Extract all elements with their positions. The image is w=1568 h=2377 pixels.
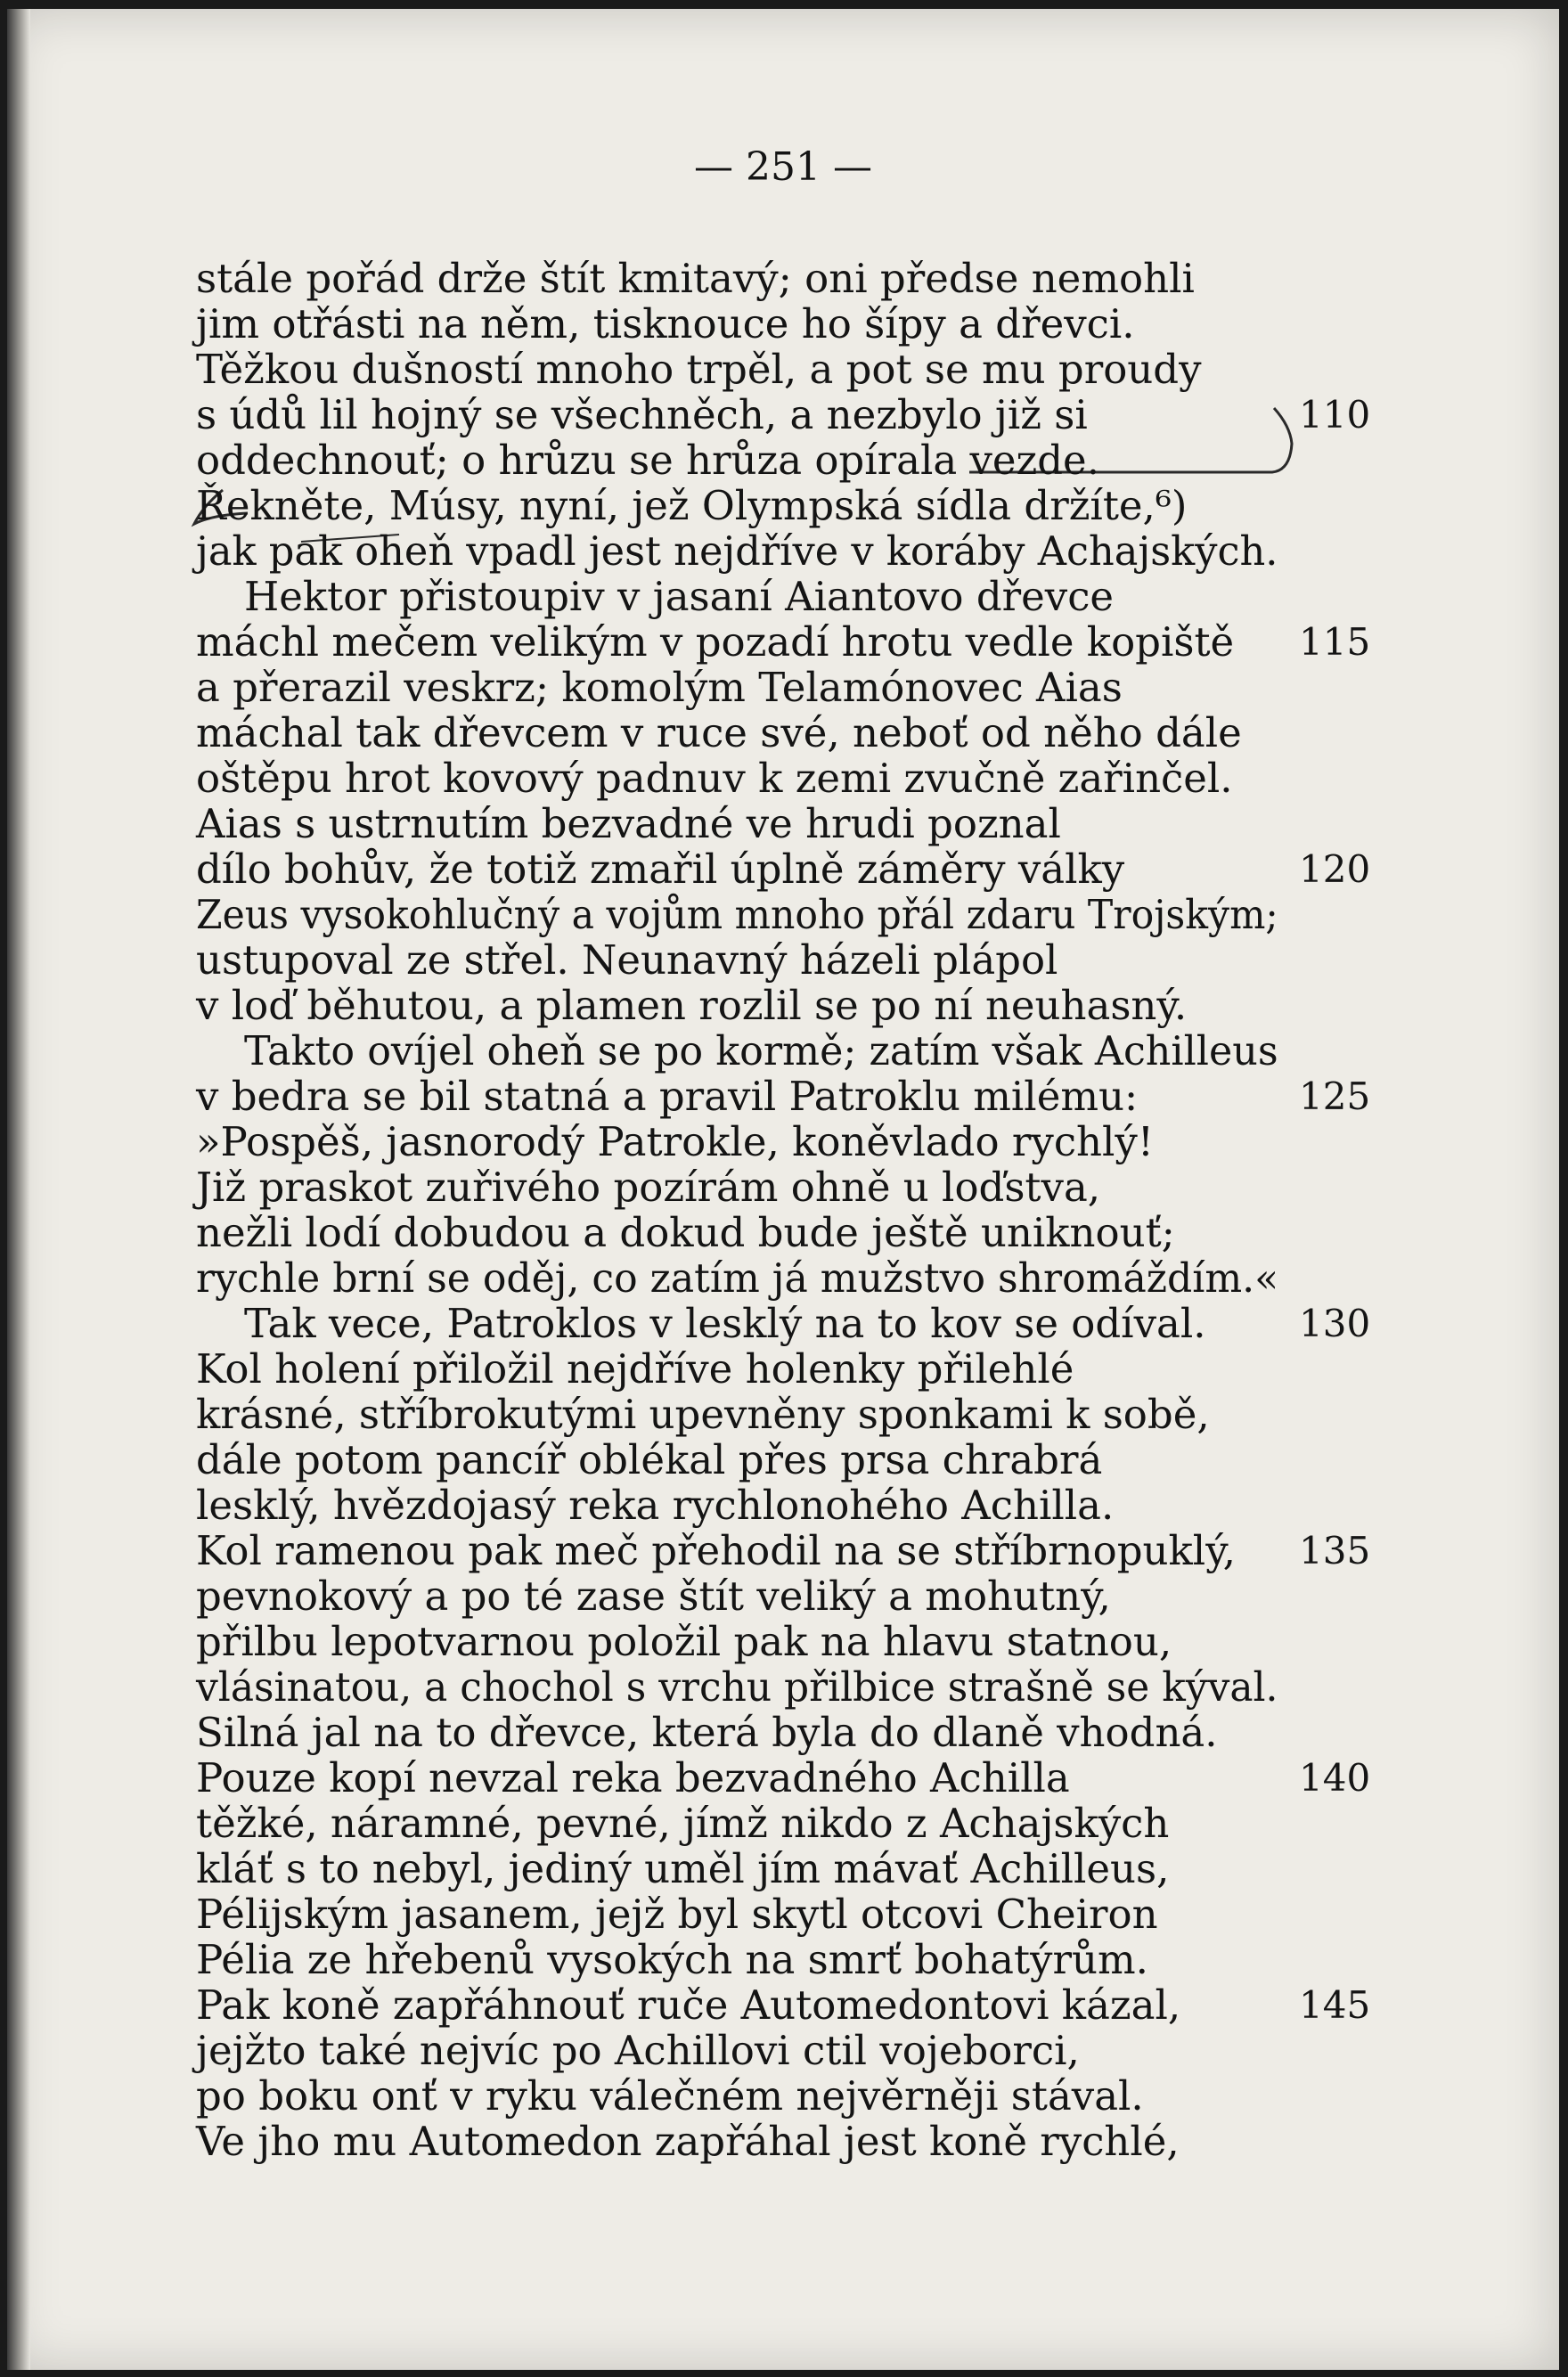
verse-line: Řekněte, Músy, nyní, jež Olympská sídla držíte,⁶) <box>196 482 1188 529</box>
verse-line: Pak koně zapřáhnouť ruče Automedontovi kázal, <box>196 1981 1181 2029</box>
verse-line: Zeus vysokohlučný a vojům mnoho přál zdaru Trojským; <box>196 891 1278 938</box>
verse-line: krásné, stříbrokutými upevněny sponkami k sobě, <box>196 1391 1210 1438</box>
verse-line-number: 115 <box>1299 620 1371 664</box>
verse-line: Těžkou dušností mnoho trpěl, a pot se mu proudy <box>196 346 1202 393</box>
verse-line-number: 130 <box>1299 1302 1371 1345</box>
verse-line: máchl mečem velikým v pozadí hrotu vedle kopiště <box>196 618 1235 666</box>
verse-line: Pouze kopí nevzal reka bezvadného Achilla <box>196 1754 1070 1801</box>
verse-line: lesklý, hvězdojasý reka rychlonohého Achilla. <box>196 1482 1115 1529</box>
verse-line: Kol holení přiložil nejdříve holenky přilehlé <box>196 1345 1074 1393</box>
verse-line-number: 120 <box>1299 847 1371 891</box>
verse-line: máchal tak dřevcem v ruce své, neboť od něho dále <box>196 709 1242 756</box>
verse-line: jim otřásti na něm, tisknouce ho šípy a dřevci. <box>196 300 1135 347</box>
verse-line: s údů lil hojný se všechněch, a nezbylo již si <box>196 391 1088 438</box>
verse-line: Ve jho mu Automedon zapřáhal jest koně rychlé, <box>196 2118 1180 2165</box>
verse-line: jejžto také nejvíc po Achillovi ctil vojeborci, <box>196 2027 1080 2074</box>
verse-line: Hektor přistoupiv v jasaní Aiantovo dřevce <box>244 573 1115 620</box>
verse-line: dále potom pancíř oblékal přes prsa chrabrá <box>196 1436 1103 1483</box>
page-edge-shadow <box>7 9 30 2370</box>
verse-line: těžké, náramné, pevné, jímž nikdo z Achajských <box>196 1800 1170 1847</box>
verse-line: a přerazil veskrz; komolým Telamónovec Aias <box>196 664 1123 711</box>
verse-line: oštěpu hrot kovový padnuv k zemi zvučně zařinčel. <box>196 755 1233 802</box>
book-page <box>7 9 1559 2370</box>
verse-line: po boku onť v ryku válečném nejvěrněji stával. <box>196 2072 1144 2120</box>
verse-line-number: 145 <box>1299 1983 1371 2027</box>
verse-line: ustupoval ze střel. Neunavný házeli plápol <box>196 936 1058 984</box>
verse-line: Kol ramenou pak meč přehodil na se stříbrnopuklý, <box>196 1527 1236 1574</box>
verse-line: v bedra se bil statná a pravil Patroklu milému: <box>196 1073 1139 1120</box>
verse-line: jak pak oheň vpadl jest nejdříve v koráby Achajských. <box>196 527 1278 575</box>
verse-line: kláť s to nebyl, jediný uměl jím mávať Achilleus, <box>196 1845 1170 1892</box>
verse-line-number: 135 <box>1299 1529 1371 1572</box>
verse-line: pevnokový a po té zase štít veliký a mohutný, <box>196 1572 1111 1620</box>
verse-line: Silná jal na to dřevce, která byla do dlaně vhodná. <box>196 1709 1218 1756</box>
page-number: — 251 — <box>694 144 872 190</box>
verse-line: stále pořád drže štít kmitavý; oni předse nemohli <box>196 255 1195 302</box>
verse-line: v loď běhutou, a plamen rozlil se po ní neuhasný. <box>196 982 1188 1029</box>
verse-line: oddechnouť; o hrůzu se hrůza opírala vezde. <box>196 437 1099 484</box>
verse-line: Pélia ze hřebenů vysokých na smrť bohatýrům. <box>196 1936 1148 1983</box>
verse-line: rychle brní se oděj, co zatím já mužstvo shromáždím.« <box>196 1254 1279 1302</box>
verse-line: Tak vece, Patroklos v lesklý na to kov se odíval. <box>244 1300 1206 1347</box>
verse-line-number: 125 <box>1299 1074 1371 1118</box>
verse-line: dílo bohův, že totiž zmařil úplně záměry války <box>196 845 1125 893</box>
verse-line: Aias s ustrnutím bezvadné ve hrudi poznal <box>196 800 1061 847</box>
verse-line: nežli lodí dobudou a dokud bude ještě uniknouť; <box>196 1209 1175 1256</box>
verse-line-number: 140 <box>1299 1756 1371 1800</box>
verse-line-number: 110 <box>1299 393 1371 437</box>
verse-line: Pélijským jasanem, jejž byl skytl otcovi Cheiron <box>196 1891 1158 1938</box>
verse-line: »Pospěš, jasnorodý Patrokle, koněvlado rychlý! <box>196 1118 1154 1165</box>
verse-line: Již praskot zuřivého pozírám ohně u loďstva, <box>196 1164 1101 1211</box>
verse-line: Takto ovíjel oheň se po kormě; zatím však Achilleus <box>244 1027 1278 1074</box>
verse-line: vlásinatou, a chochol s vrchu přilbice strašně se kýval. <box>196 1663 1278 1711</box>
verse-line: přilbu lepotvarnou položil pak na hlavu statnou, <box>196 1618 1172 1665</box>
